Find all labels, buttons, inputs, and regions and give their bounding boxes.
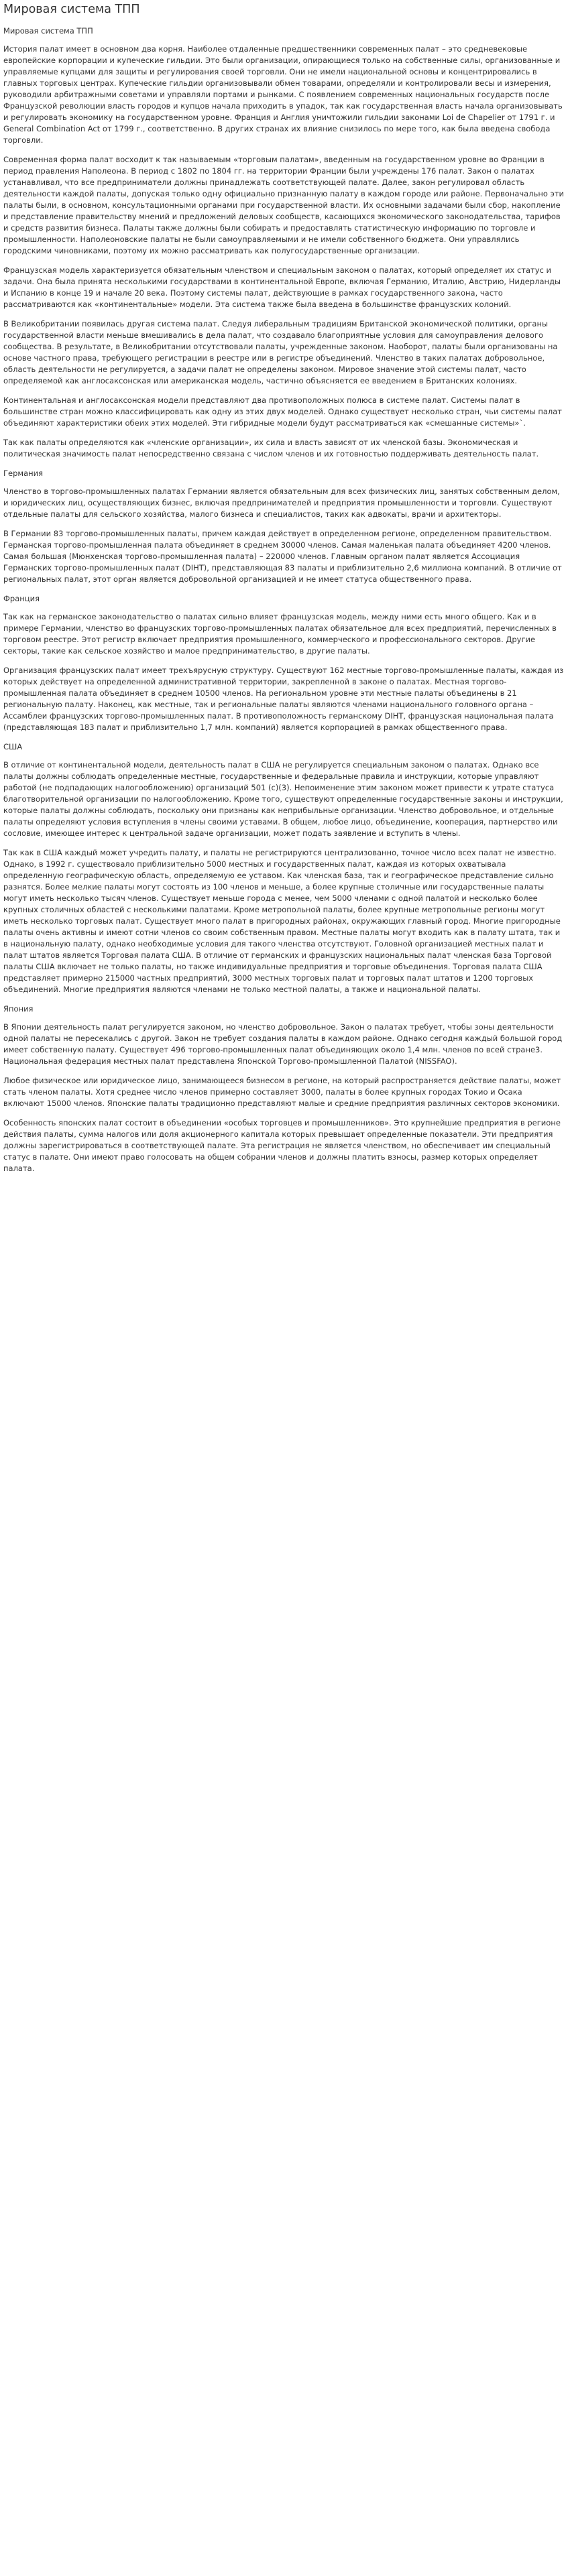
section-heading: Франция — [3, 594, 40, 603]
section-japan — [3, 1003, 565, 1174]
page-title: Мировая система ТПП — [3, 3, 140, 16]
section-germany — [3, 468, 565, 585]
paragraph: Так как палаты определяются как «членские организации», их сила и власть зависят от их членской базы. Экономическая и политическая значимость палат непосредственно связана с числом членов и их готовностью поддерживать деятельность палат. — [3, 438, 539, 458]
paragraph: Организация французских палат имеет трехъярусную структуру. Существуют 162 местные торгово-промышленные палаты, каждая из которых действует на определенной административной территории, закрепленной в законе о палатах. Местная торгово-промышленная палата объединяет в среднем 10500 членов. На региональном уровне эти местные палаты объединены в 21 региональную палату. Наконец, как местные, так и региональные палаты являются членами национального головного органа – Ассамблеи французских торгово-промышленных палат. В противоположность германскому DIHT, французская национальная палата (представляющая 183 палат и приблизительно 1,7 млн. компаний) является корпорацией в рамках общественного права. — [3, 666, 564, 732]
paragraph: В Японии деятельность палат регулируется законом, но членство добровольное. Закон о палатах требует, чтобы зоны деятельности одной палаты не пересекались с другой. Закон не требует создания палаты в каждом районе. Однако сегодня каждый большой город имеет собственную палату. Существует 496 торгово-промышленных палат объединяющих около 1,4 млн. членов по всей стране3. Национальная федерация местных палат представлена Японской Торгово-промышленной Палатой (NISSFAO). — [3, 1022, 563, 1066]
paragraph: В Великобритании появилась другая система палат. Следуя либеральным традициям Британской экономической политики, органы государственной власти меньше вмешивались в дела палат, что создавало благоприятные условия для самоуправления делового сообщества. В результате, в Великобритании отсутствовали палаты, учрежденные законом. Наоборот, палаты были организованы на основе частного права, требующего регистрации в реестре или в регистре объединений. Членство в таких палатах добровольное, область деятельности не регулируется, а задачи палат не определены законом. Мировое значение этой системы палат, часто определяемой как англосаксонская или американская модель, частично объясняется ее введением в Британских колониях. — [3, 319, 558, 385]
paragraph: Так как в США каждый может учредить палату, и палаты не регистрируются централизованно, точное число всех палат не известно. Однако, в 1992 г. существовало приблизительно 5000 местных и государственных палат, каждая из которых охватывала определенную географическую область, определяемую ее уставом. Как членская база, так и географическое представление сильно разнятся. Более мелкие палаты могут состоять из 100 членов и меньше, а более крупные столичные или государственные палаты могут иметь несколько тысяч членов. Существует меньше города с менее, чем 5000 членами с одной палатой и несколько более крупных столичных областей с несколькими палатами. Кроме метропольной палаты, более крупные метропольные регионы могут иметь несколько торговых палат. Существует много палат в пригородных районах, окружающих главный город. Многие пригородные палаты очень активны и имеют сотни членов со своим собственным правом. Местные палаты могут входить как в палату штата, так и в национальную палату, однако необходимые условия для такого членства отсутствуют. Головной организацией местных палат и палат штатов является Торговая палата США. В отличие от германских и французских национальных палат членская база Торговой палаты США включает не только палаты, но также индивидуальные предприятия и торговые объединения. Торговая палата США представляет примерно 215000 частных предприятий, 3000 местных торговых палат и торговых палат штатов и 1200 торговых объединений. Многие предприятия являются членами не только местной палаты, а также и национальной палаты. — [3, 848, 561, 994]
paragraph: В Германии 83 торгово-промышленных палаты, причем каждая действует в определенном регионе, определенном правительством. Германская торгово-промышленная палата объединяет в среднем 30000 членов. Самая маленькая палата объединяет 4200 членов. Самая большая (Мюнхенская торгово-промышленная палата) – 220000 членов. Главным органом палат является Ассоциация Германских торгово-промышленных палат (DIHT), представляющая 83 палаты и приблизительно 2,6 миллиона компаний. В отличие от региональных палат, этот орган является добровольной организацией и не имеет статуса общественного права. — [3, 529, 562, 584]
paragraph: Современная форма палат восходит к так называемым «торговым палатам», введенным на государственном уровне во Франции в период правления Наполеона. В период с 1802 по 1804 гг. на территории Франции были учреждены 176 палат. Закон о палатах устанавливал, что все предприниматели должны принадлежать соответствующей палате. Далее, закон регулировал область деятельности каждой палаты, допуская только одну официально признанную палату в каждом городе или районе. Первоначально эти палаты были, в основном, консультационными органами при государственной власти. Их основными задачами были сбор, накопление и представление правительству мнений и предложений деловых сообществ, касающихся экономического законодательства, тарифов и средств развития бизнеса. Палаты также должны были собирать и предоставлять статистическую информацию по торговле и промышленности. Наполеоновские палаты не были самоуправляемыми и не имели собственного бюджета. Они управлялись городскими чиновниками, поэтому их можно рассматривать как полугосударственные организации. — [3, 155, 565, 255]
paragraph: Французская модель характеризуется обязательным членством и специальным законом о палатах, который определяет их статус и задачи. Она была принята несколькими государствами в континентальной Европе, включая Германию, Италию, Австрию, Нидерланды и Испанию в конце 19 и начале 20 века. Поэтому системы палат, действующие в рамках государственного закона, часто рассматриваются как «континентальные» модели. Эта система также была введена в большинстве французских колоний. — [3, 265, 561, 309]
paragraph: Членство в торгово-промышленных палатах Германии является обязательным для всех физических лиц, занятых собственным делом, и юридических лиц, осуществляющих бизнес, включая предпринимателей и предприятия промышленности и торговли. Существуют отдельные палаты для сельского хозяйства, малого бизнеса и специалистов, таких как адвокаты, врачи и архитекторы. — [3, 487, 560, 519]
section-france — [3, 593, 565, 733]
paragraph: Так как на германское законодательство о палатах сильно влияет французская модель, между ними есть много общего. Как и в примере Германии, членство во французских торгово-промышленных палатах обязательное для всех предприятий, перечисленных в торговом реестре. Этот регистр включает предприятия промышленного, коммерческого и профессионального секторов. Другие секторы, такие как сельское хозяйство и малое предпринимательство, в другие палаты. — [3, 612, 557, 656]
section-usa — [3, 741, 565, 995]
section-heading: Япония — [3, 1004, 34, 1014]
section-intro — [3, 44, 565, 460]
paragraph: Любое физическое или юридическое лицо, занимающееся бизнесом в регионе, на который распространяется действие палаты, может стать членом палаты. Хотя среднее число членов примерно составляет 3000, палаты в более крупных городах Токио и Осака включают 15000 членов. Японские палаты традиционно представляют малые и средние предприятия различных секторов экономики. — [3, 1076, 561, 1108]
document-page — [0, 0, 568, 1174]
section-heading: США — [3, 742, 23, 751]
paragraph: В отличие от континентальной модели, деятельность палат в США не регулируется специальным законом о палатах. Однако все палаты должны соблюдать определенные местные, государственные и федеральные правила и инструкции, которые управляют работой (не подпадающих налогообложению) организаций 501 (c)(3). Непоименение этим законом может привести к утрате статуса благотворительной организации по налогообложению. Кроме того, существуют определенные государственные законы и инструкции, которые палаты должны соблюдать, поскольку они признаны как неприбыльные организации. Членство добровольное, и отдельные палаты определяют условия вступления в члены своими уставами. В общем, любое лицо, объединение, кооперация, партнерство или сословие, имеющее интерес к центральной задаче организации, может подать заявление и вступить в члены. — [3, 760, 563, 838]
paragraph: Особенность японских палат состоит в объединении «особых торговцев и промышленников». Это крупнейшие предприятия в регионе действия палаты, сумма налогов или доля акционерного капитала которых превышает определенные показатели. Эти предприятия должны зарегистрироваться в соответствующей палате. Эта регистрация не является членством, но обеспечивает им специальный статус в палате. Они имеют право голосовать на общем собрании членов и должны платить взносы, размер которых определяет палата. — [3, 1118, 561, 1173]
paragraph: Континентальная и англосаксонская модели представляют два противоположных полюса в системе палат. Системы палат в большинстве стран можно классифицировать как одну из этих двух моделей. Однако существует несколько стран, чьи системы палат объединяют характеристики обеих этих моделей. Эти гибридные модели будут рассматриваться как «смешанные системы»`. — [3, 395, 562, 428]
document-subtitle: Мировая система ТПП — [3, 26, 93, 36]
paragraph: История палат имеет в основном два корня. Наиболее отдаленные предшественники современных палат – это средневековые европейские корпорации и купеческие гильдии. Это были организации, опирающиеся только на собственные силы, организованные и управляемые купцами для защиты и регулирования своей торговли. Они не имели национальной основы и концентрировались в главных торговых центрах. Купеческие гильдии организовывали обмен товарами, определяли и контролировали весы и измерения, руководили арбитражными советами и управляли портами и рынками. С появлением современных национальных государств после Французской революции власть городов и купцов начала приходить в упадок, так как государственная власть начала организовывать и регулировать экономику на государственном уровне. Франция и Англия уничтожили гильдии законами Loi de Chapelier от 1791 г. и General Combination Act от 1799 г., соответственно. В других странах их влияние снизилось по мере того, как была введена свобода торговли. — [3, 44, 563, 145]
section-heading: Германия — [3, 469, 44, 478]
